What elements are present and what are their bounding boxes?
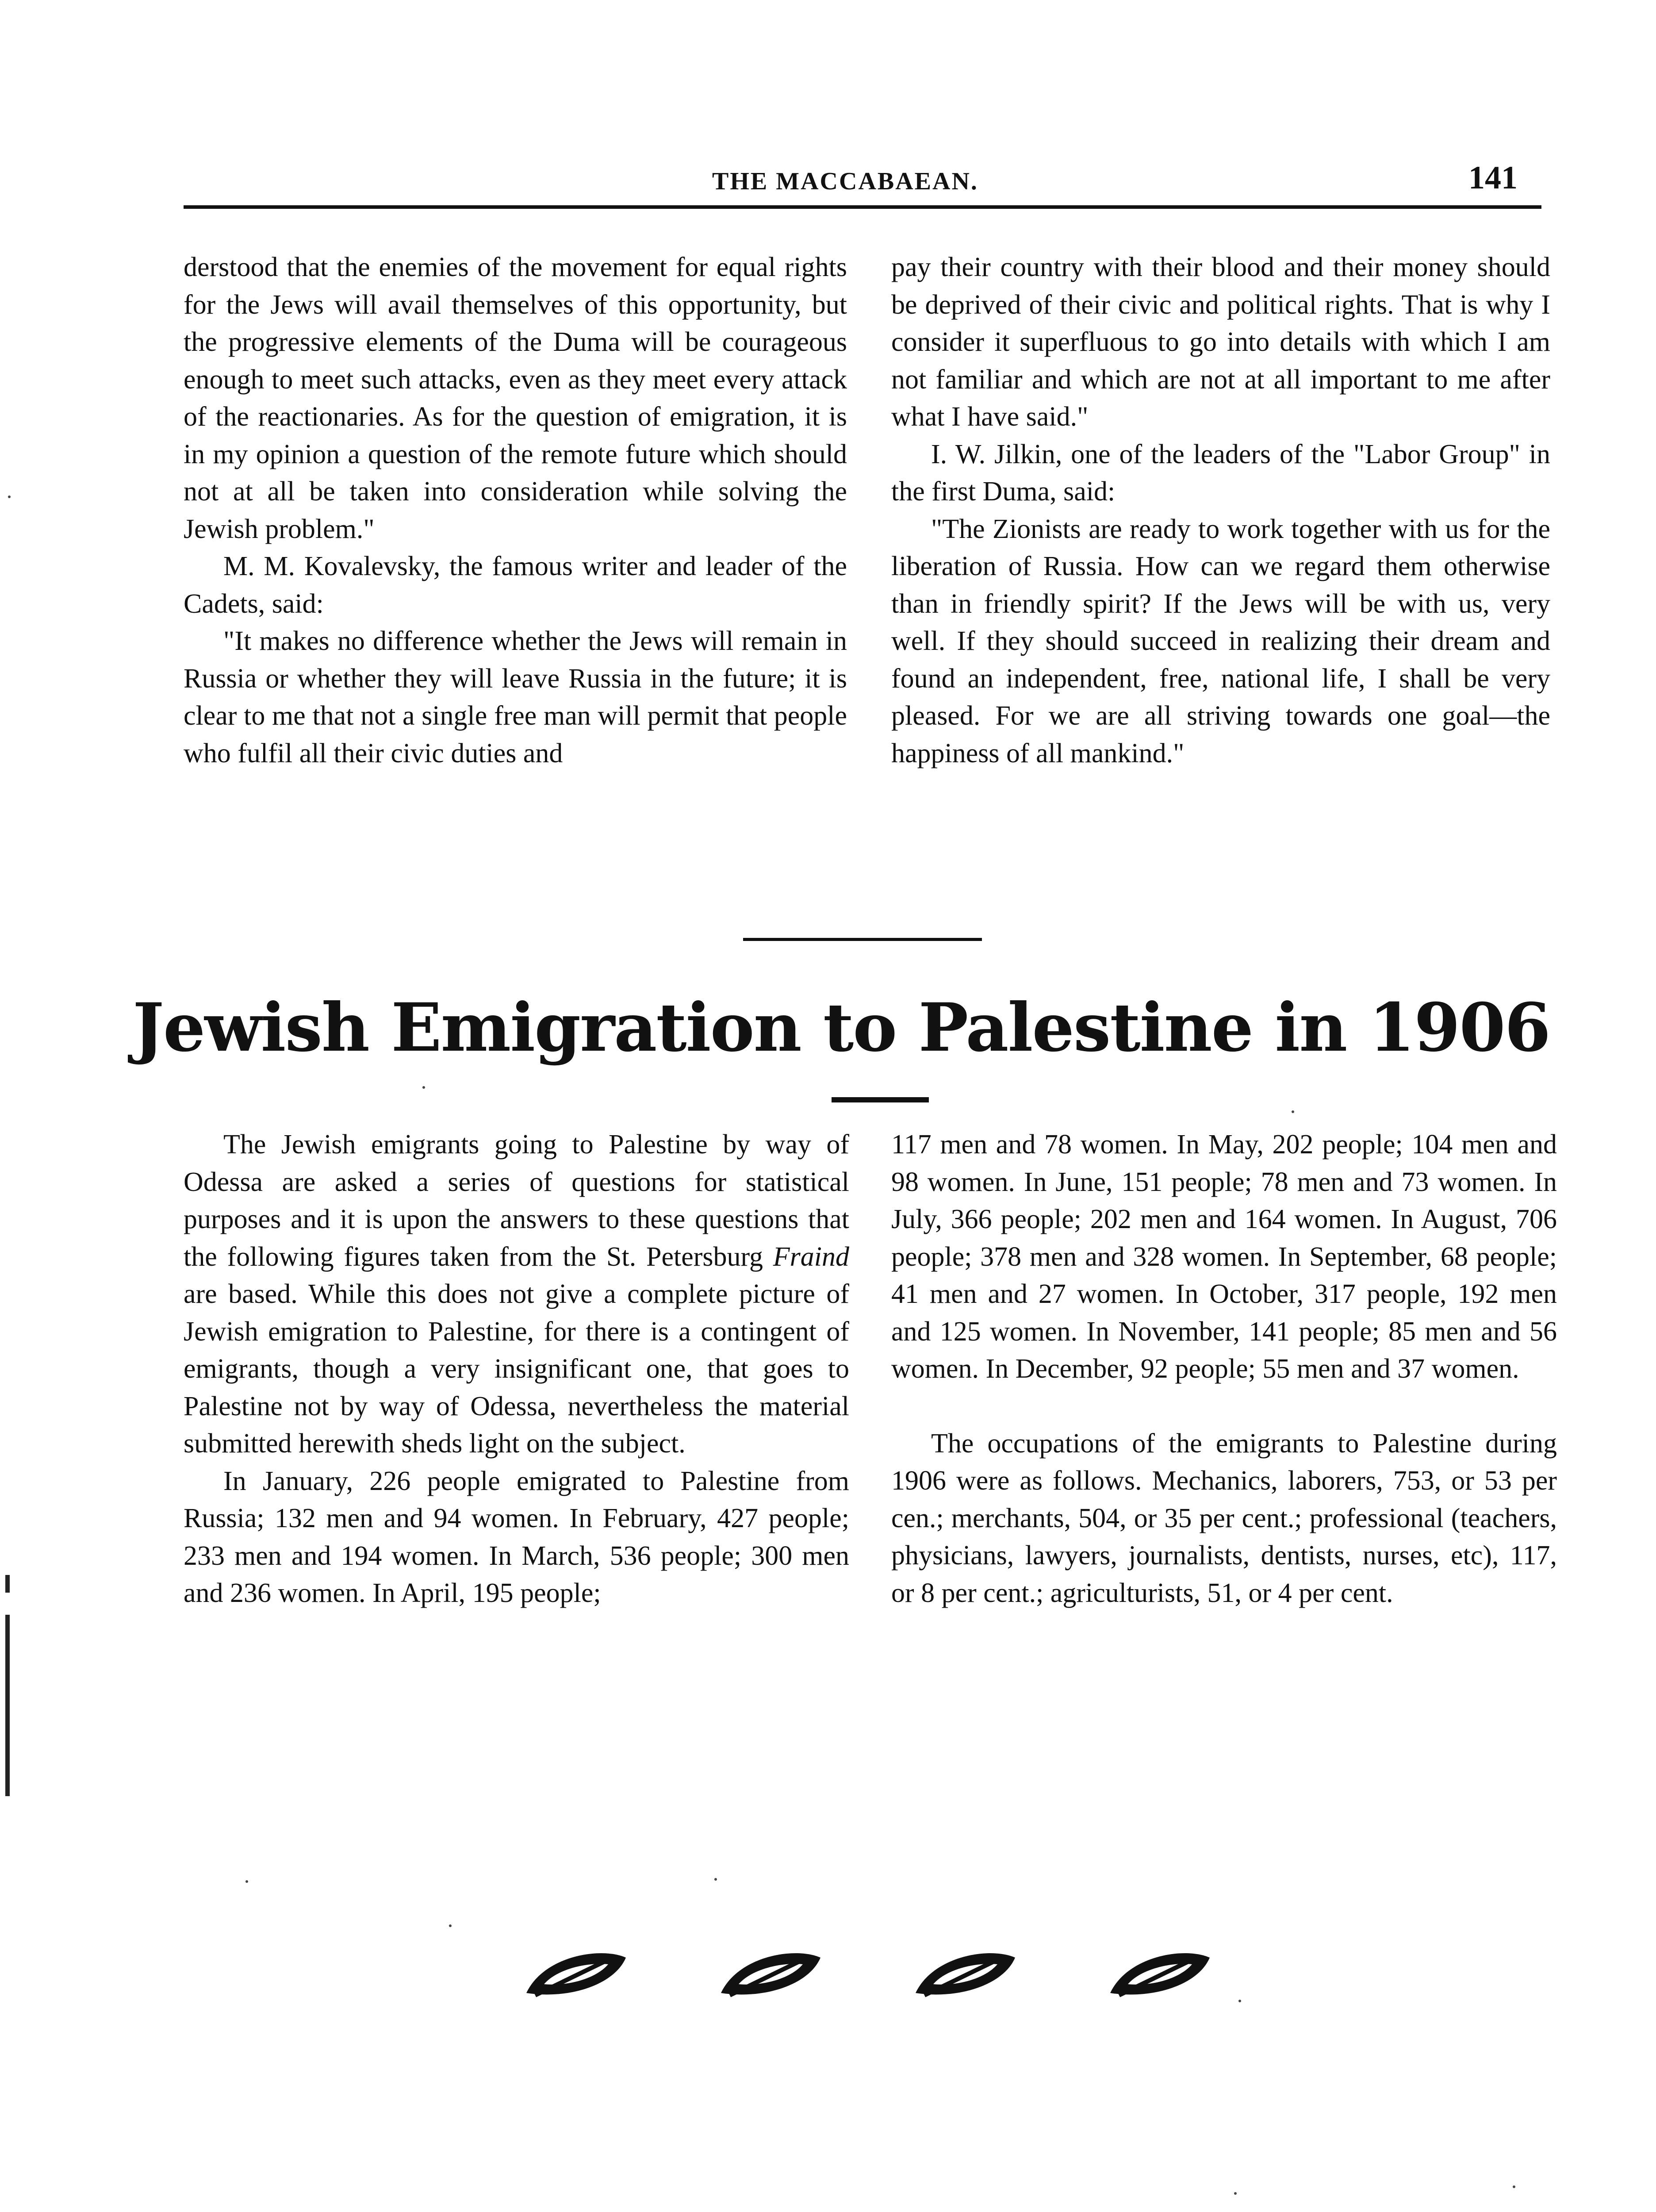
- paragraph-text: are based. While this does not give a complete picture of Jewish emigration to Palestine, for there is a contingent of emigrants, though a very insignificant one, that goes to Palestine not by way of Odessa, nevertheless the material submitted herewith sheds light on the subject.: [184, 1279, 849, 1459]
- paragraph: [184, 1126, 849, 1463]
- ornament-row: [518, 1942, 1269, 2004]
- paragraph: pay their country with their blood and their money should be deprived of their civic and political rights. That is why I consider it superfluous to go into details with which I am not familiar and which are not at all important to me after what I have said.": [891, 252, 1550, 432]
- leaf-ornament-icon: [712, 1942, 827, 2004]
- leaf-ornament-icon: [1101, 1942, 1216, 2004]
- article-title: Jewish Emigration to Palestine in 1906: [133, 989, 1550, 1067]
- scan-speck: [8, 495, 11, 498]
- scan-speck: [1234, 2192, 1237, 2195]
- paragraph: M. M. Kovalevsky, the famous writer and leader of the Cadets, said:: [184, 551, 847, 619]
- scan-speck: [422, 1086, 425, 1089]
- scan-speck: [714, 1878, 717, 1881]
- paragraph: In January, 226 people emigrated to Palestine from Russia; 132 men and 94 women. In February, 427 people; 233 men and 194 women. In March, 536 people; 300 men and 236 women. In April, 195 people;: [184, 1466, 849, 1608]
- scan-speck: [1513, 2185, 1515, 2188]
- paragraph: "The Zionists are ready to work together with us for the liberation of Russia. How can we regard them otherwise than in friendly spirit? If the Jews will be with us, very well. If they should succeed in realizing their dream and found an independent, free, national life, I shall be very pleased. For we are all striving towards one goal—the happiness of all mankind.": [891, 514, 1550, 768]
- leaf-ornament-icon: [518, 1942, 632, 2004]
- scan-speck: [1292, 1110, 1294, 1113]
- margin-mark: [5, 1575, 10, 1593]
- title-dash: [832, 1097, 929, 1102]
- header-rule: [184, 205, 1541, 209]
- top-left-column: [184, 249, 847, 772]
- leaf-ornament-icon: [907, 1942, 1022, 2004]
- top-right-column: [891, 249, 1550, 772]
- running-head: THE MACCABAEAN.: [712, 168, 978, 195]
- italic-title: Fraind: [773, 1241, 849, 1272]
- scan-speck: [449, 1924, 452, 1927]
- paragraph: "It makes no difference whether the Jews will remain in Russia or whether they will leave Russia in the future; it is clear to me that not a single free man will permit that people who fulfil all their civic duties and: [184, 626, 847, 768]
- section-divider-rule: [743, 938, 982, 941]
- margin-mark: [5, 1615, 10, 1796]
- page-number: 141: [1468, 160, 1518, 196]
- paragraph: The occupations of the emigrants to Palestine during 1906 were as follows. Mechanics, laborers, 753, or 53 per cen.; merchants, 504, or 35 per cent.; professional (teachers, physicians, lawyers, journalists, dentists, nurses, etc), 117, or 8 per cent.; agriculturists, 51, or 4 per cent.: [891, 1428, 1557, 1608]
- article-right-column: [891, 1126, 1557, 1612]
- paragraph: derstood that the enemies of the movement for equal rights for the Jews will avail themselves of this opportunity, but the progressive elements of the Duma will be courageous enough to meet such attacks, even as they meet every attack of the reactionaries. As for the question of emigration, it is in my opinion a question of the remote future which should not at all be taken into consideration while solving the Jewish problem.": [184, 252, 847, 544]
- scan-speck: [245, 1880, 248, 1883]
- paragraph-text: The Jewish emigrants going to Palestine by way of Odessa are asked a series of questions for statistical purposes and it is upon the answers to these questions that the following figures taken from the St. Petersburg: [184, 1129, 849, 1272]
- article-left-column: [184, 1126, 849, 1612]
- paragraph: 117 men and 78 women. In May, 202 people; 104 men and 98 women. In June, 151 people; 78 men and 73 women. In July, 366 people; 202 men and 164 women. In August, 706 people; 378 men and 328 women. In September, 68 people; 41 men and 27 women. In October, 317 people, 192 men and 125 women. In November, 141 people; 85 men and 56 women. In December, 92 people; 55 men and 37 women.: [891, 1129, 1557, 1384]
- scan-speck: [1238, 2000, 1241, 2002]
- paragraph: I. W. Jilkin, one of the leaders of the "Labor Group" in the first Duma, said:: [891, 439, 1550, 507]
